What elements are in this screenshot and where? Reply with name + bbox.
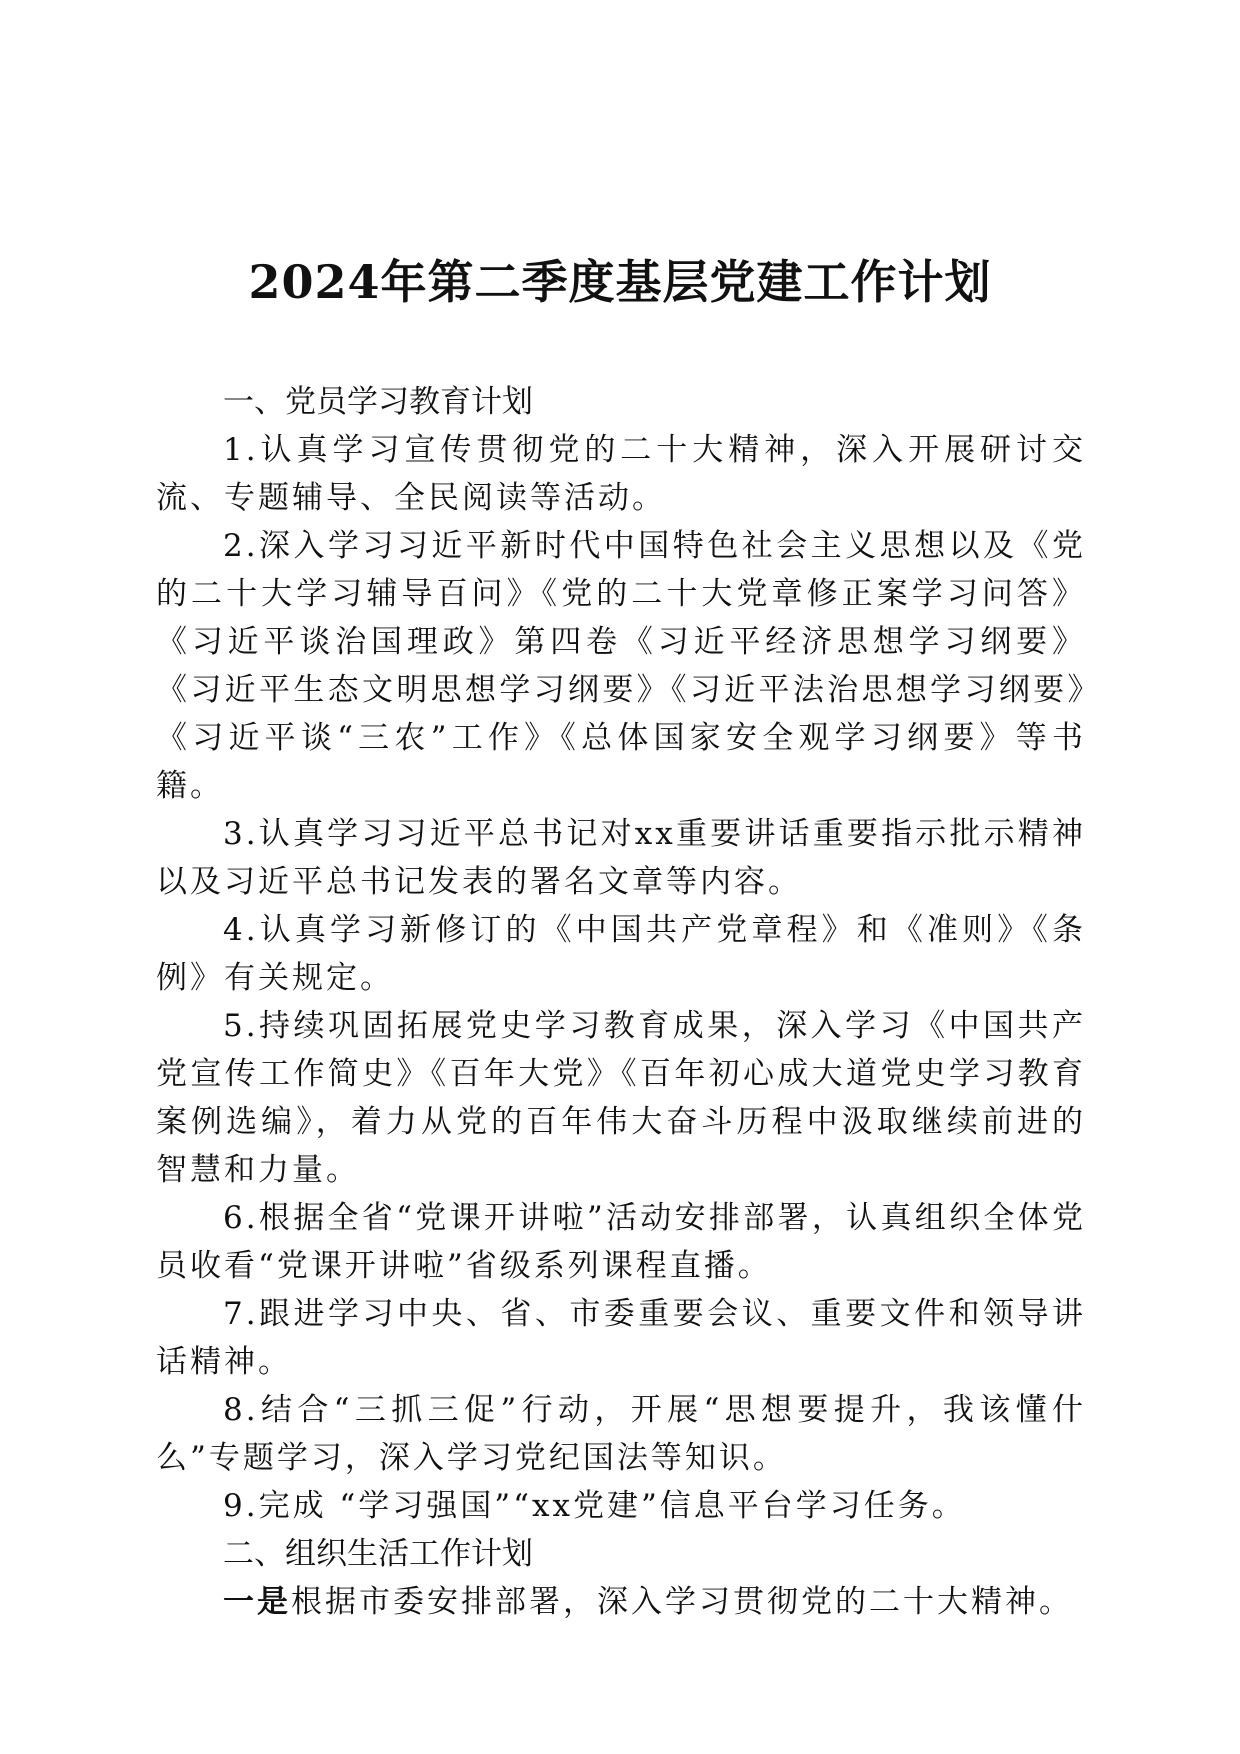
study-item-5: 5.持续巩固拓展党史学习教育成果，深入学习《中国共产党宣传工作简史》《百年大党》《百年初心成大道党史学习教育案例选编》，着力从党的百年伟大奋斗历程中汲取继续前进的智慧和力量。	[156, 1008, 1086, 1188]
org-life-item-1-lead: 一是	[223, 1584, 291, 1620]
org-life-item-1-text: 根据市委安排部署，深入学习贯彻党的二十大精神。	[291, 1584, 1073, 1620]
study-item-3: 3.认真学习习近平总书记对xx重要讲话重要指示批示精神以及习近平总书记发表的署名文章等内容。	[156, 816, 1086, 900]
study-item-7: 7.跟进学习中央、省、市委重要会议、重要文件和领导讲话精神。	[156, 1296, 1086, 1380]
document-title: 2024年第二季度基层党建工作计划	[248, 255, 992, 309]
section-heading-study-plan: 一、党员学习教育计划	[223, 384, 533, 420]
study-item-6: 6.根据全省“党课开讲啦”活动安排部署，认真组织全体党员收看“党课开讲啦”省级系列课程直播。	[156, 1200, 1086, 1284]
study-item-1: 1.认真学习宣传贯彻党的二十大精神，深入开展研讨交流、专题辅导、全民阅读等活动。	[156, 432, 1086, 516]
study-item-2: 2.深入学习习近平新时代中国特色社会主义思想以及《党的二十大学习辅导百问》《党的二十大党章修正案学习问答》《习近平谈治国理政》第四卷《习近平经济思想学习纲要》《习近平生态文明思想学习纲要》《习近平法治思想学习纲要》《习近平谈“三农”工作》《总体国家安全观学习纲要》等书籍。	[156, 528, 1086, 804]
study-item-8: 8.结合“三抓三促”行动，开展“思想要提升，我该懂什么”专题学习，深入学习党纪国法等知识。	[156, 1392, 1086, 1476]
study-item-4: 4.认真学习新修订的《中国共产党章程》和《准则》《条例》有关规定。	[156, 912, 1086, 996]
document-body	[156, 378, 1086, 1626]
study-item-9: 9.完成 “学习强国”“xx党建”信息平台学习任务。	[223, 1488, 966, 1524]
section-heading-org-life-plan: 二、组织生活工作计划	[223, 1536, 533, 1572]
org-life-item-1	[156, 1578, 1086, 1626]
